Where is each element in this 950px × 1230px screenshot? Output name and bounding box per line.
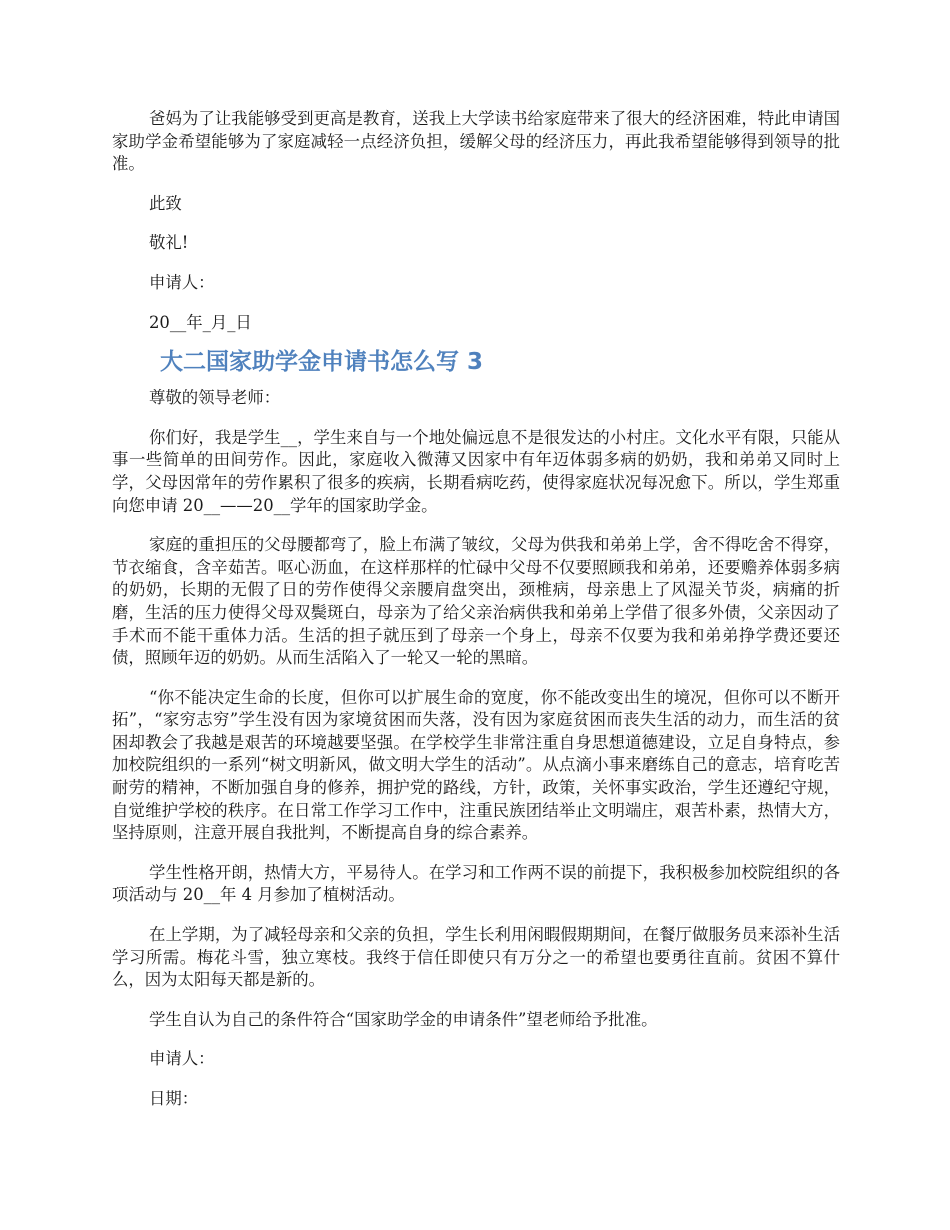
applicant-label: 申请人： xyxy=(149,1049,215,1069)
document-page xyxy=(112,108,840,1111)
body-paragraph: “你不能决定生命的长度，但你可以扩展生命的宽度，你不能改变出生的境况，但你可以不断开拓”，“家穷志穷”学生没有因为家境贫困而失落，没有因为家庭贫困而丧失生活的动力，而生活的贫困却教会了我越是艰苦的环境越要坚强。在学校学生非常注重自身思想道德建设，立足自身特点，参加校院组织的一系列“树文明新风，做文明大学生的活动”。从点滴小事来磨练自己的意志，培育吃苦耐劳的精神，不断加强自身的修养，拥护党的路线，方针，政策，关怀事实政治，学生还遵纪守规，自觉维护学校的秩序。在日常工作学习工作中，注重民族团结举止文明端庄，艰苦朴素，热情大方，坚持原则，注意开展自我批判，不断提高自身的综合素养。 xyxy=(112,687,840,843)
body-paragraph: 学生性格开朗，热情大方，平易待人。在学习和工作两不误的前提下，我积极参加校院组织的各项活动与 20__年 4 月参加了植树活动。 xyxy=(112,862,840,905)
body-paragraph: 家庭的重担压的父母腰都弯了，脸上布满了皱纹，父母为供我和弟弟上学，舍不得吃舍不得穿，节衣缩食，含辛茹苦。呕心沥血，在这样那样的忙碌中父母不仅要照顾我和弟弟，还要赡养体弱多病的奶奶，长期的无假了日的劳作使得父亲腰肩盘突出，颈椎病，母亲患上了风湿关节炎，病痛的折磨，生活的压力使得父母双鬓斑白，母亲为了给父亲治病供我和弟弟上学借了很多外债，父亲因动了手术而不能干重体力活。生活的担子就压到了母亲一个身上，母亲不仅要为我和弟弟挣学费还要还债，照顾年迈的奶奶。从而生活陷入了一轮又一轮的黑暗。 xyxy=(112,535,840,668)
closing-respect: 敬礼! xyxy=(149,233,189,253)
body-paragraph: 在上学期，为了减轻母亲和父亲的负担，学生长利用闲暇假期期间，在餐厅做服务员来添补生活学习所需。梅花斗雪，独立寒枝。我终于信任即使只有万分之一的希望也要勇往直前。贫困不算什么，因为太阳每天都是新的。 xyxy=(112,925,840,990)
body-paragraph: 爸妈为了让我能够受到更高是教育，送我上大学读书给家庭带来了很大的经济困难，特此申请国家助学金希望能够为了家庭减轻一点经济负担，缓解父母的经济压力，再此我希望能够得到领导的批准。 xyxy=(112,109,840,174)
date-label: 日期： xyxy=(149,1089,199,1108)
closing-salutation: 此致 xyxy=(149,193,182,213)
request-statement: 学生自认为自己的条件符合“国家助学金的申请条件”望老师给予批准。 xyxy=(149,1009,658,1029)
section-heading: 大二国家助学金申请书怎么写 3 xyxy=(160,349,484,376)
body-paragraph: 你们好，我是学生__，学生来自与一个地处偏远息不是很发达的小村庄。文化水平有限，只能从事一些简单的田间劳作。因此，家庭收入微薄又因家中有年迈体弱多病的奶奶，我和弟弟又同时上学，父母因常年的劳作累积了很多的疾病，长期看病吃药，使得家庭状况每况愈下。所以，学生郑重向您申请 20__——20__学年的国家助学金。 xyxy=(112,427,840,515)
date-line: 20__年_月_日 xyxy=(149,312,252,332)
applicant-label: 申请人： xyxy=(149,272,215,292)
greeting: 尊敬的领导老师： xyxy=(149,388,281,408)
